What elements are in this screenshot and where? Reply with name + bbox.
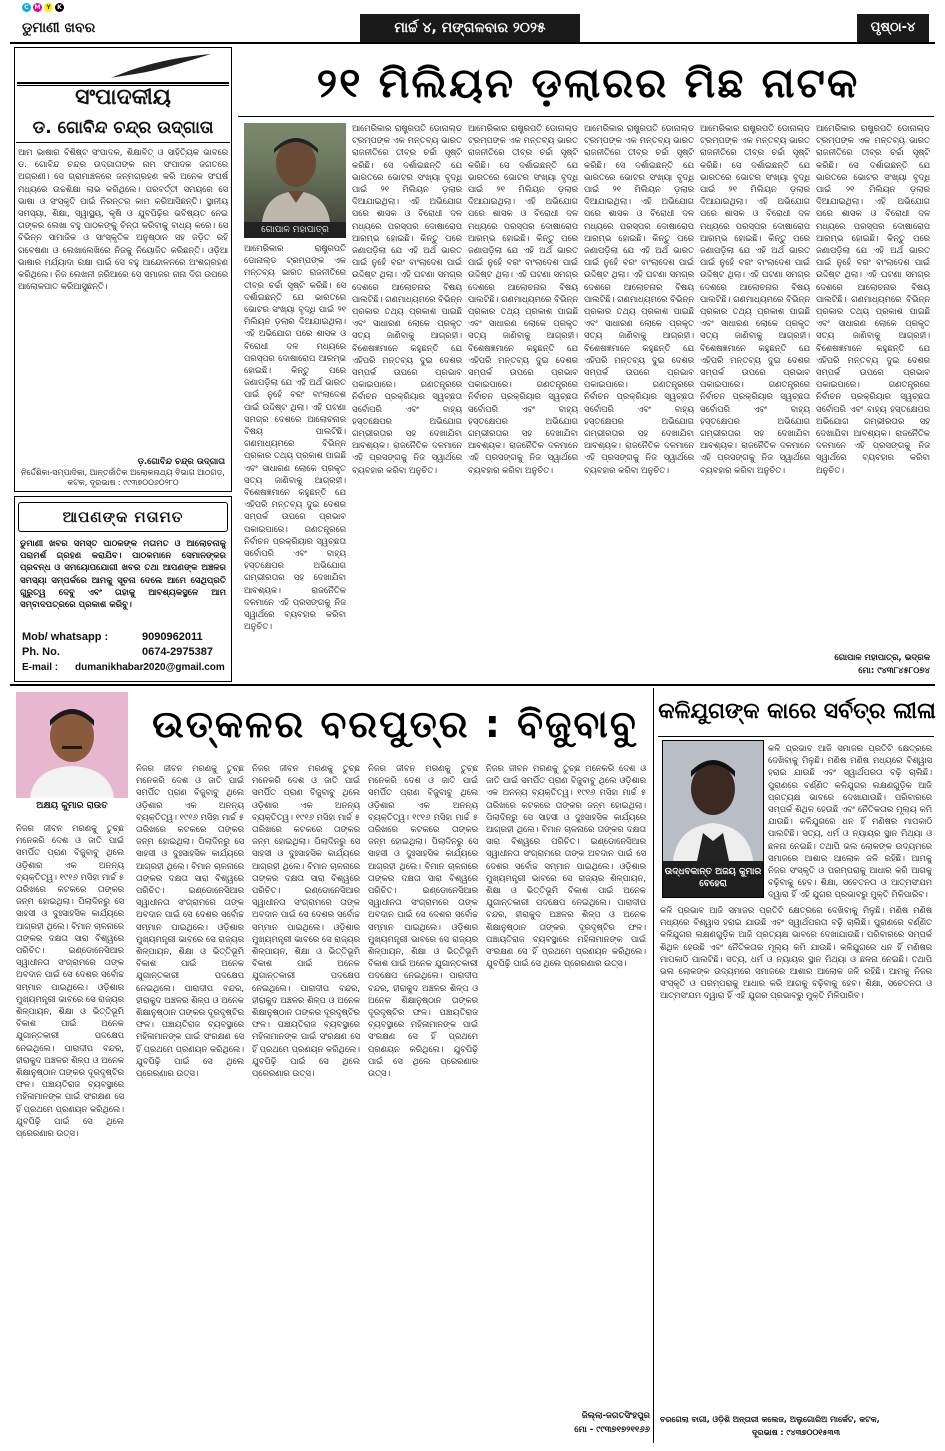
issue-date: ମାର୍ଚ୍ଚ ୪, ମଙ୍ଗଳବାର ୨୦୨୫ bbox=[360, 14, 580, 42]
article2-body-col2: ନିଜର ଜୀବନ ମରଣକୁ ତୁଚ୍ଛ ମନେକରି ଦେଶ ଓ ଜାତି ପାଇଁ ସମର୍ପିତ ପ୍ରାଣ ବିଜୁବାବୁ ଥିଲେ ଓଡ଼ିଶାର ଏକ ଅନନ୍ୟ ବ୍ୟକ୍ତିତ୍ୱ। ୧୯୧୬ ମସିହା ମାର୍ଚ୍ଚ ୫ ତାରିଖରେ କଟକରେ ତାଙ୍କର ଜନ୍ମ ହୋଇଥିଲା। ପିଲାଦିନରୁ ସେ ସାହସୀ ଓ ଦୁଃସାହସିକ କାର୍ଯ୍ୟରେ ଆଗ୍ରହୀ ଥିଲେ। ବିମାନ ଚାଳନାରେ ତାଙ୍କର ଦକ୍ଷତା ସାରା ବିଶ୍ୱରେ ପରିଚିତ। ଇଣ୍ଡୋନେସିଆର ସ୍ୱାଧୀନତା ସଂଗ୍ରାମରେ ତାଙ୍କ ଅବଦାନ ପାଇଁ ସେ ଦେଶର ସର୍ବୋଚ୍ଚ ସମ୍ମାନ ପାଇଥିଲେ। ଓଡ଼ିଶାର ମୁଖ୍ୟମନ୍ତ୍ରୀ ଭାବରେ ସେ ରାଜ୍ୟର ଶିଳ୍ପାୟନ, ଶିକ୍ଷା ଓ ଭିତ୍ତିଭୂମି ବିକାଶ ପାଇଁ ଅନେକ ଯୁଗାନ୍ତକାରୀ ପଦକ୍ଷେପ ନେଇଥିଲେ। ପାରାଦୀପ ବନ୍ଦର, ହୀରାକୁଦ ଅଞ୍ଚଳର ଶିଳ୍ପ ଓ ଅନେକ ଶିକ୍ଷାନୁଷ୍ଠାନ ତାଙ୍କର ଦୂରଦୃଷ୍ଟିର ଫଳ। ପଞ୍ଚାୟତିରାଜ ବ୍ୟବସ୍ଥାରେ ମହିଳାମାନଙ୍କ ପାଇଁ ସଂରକ୍ଷଣ ସେ ହିଁ ପ୍ରଥମେ ପ୍ରଣୟନ କରିଥିଲେ। ଯୁବପିଢ଼ି ପାଇଁ ସେ ଥିଲେ ପ୍ରେରଣାର ଉତ୍ସ। bbox=[136, 763, 244, 1079]
article1-photo bbox=[244, 123, 346, 238]
editorial-author: ଡ. ଗୋବିନ୍ଦ ଚନ୍ଦ୍ର ଉଦ୍ଗାତା bbox=[16, 118, 230, 143]
article1-headline: ୨୧ ମିଲିୟନ ଡ଼ଲାରର ମିଛ ନାଟକ bbox=[316, 59, 860, 107]
article2-photo bbox=[16, 692, 128, 814]
article1-body-col4: ଆମେରିକାର ରାଷ୍ଟ୍ରପତି ଡୋନାଲ୍ଡ ଟ୍ରମ୍ପଙ୍କ ଏକ ମନ୍ତବ୍ୟ ଭାରତ ରାଜନୀତିରେ ତୀବ୍ର ଚର୍ଚ୍ଚା ସୃଷ୍ଟି କରିଛି। ସେ ଦର୍ଶାଇଛନ୍ତି ଯେ ଭାରତରେ ଭୋଟର ସଂଖ୍ୟା ବୃଦ୍ଧି ପାଇଁ ୨୧ ମିଲିୟନ ଡ଼ଲାର ଦିଆଯାଇଥିଲା। ଏହି ଅଭିଯୋଗ ପରେ ଶାସକ ଓ ବିରୋଧୀ ଦଳ ମଧ୍ୟରେ ପରସ୍ପର ଦୋଷାରୋପ ଆରମ୍ଭ ହୋଇଛି। କିନ୍ତୁ ପରେ ଜଣାପଡ଼ିଲା ଯେ ଏହି ଅର୍ଥ ଭାରତ ପାଇଁ ନୁହେଁ ବରଂ ବାଂଲାଦେଶ ପାଇଁ ଉଦ୍ଦିଷ୍ଟ ଥିଲା। ଏହି ଘଟଣା ସମଗ୍ର ଦେଶରେ ଆଲୋଚନାର ବିଷୟ ପାଲଟିଛି। ଗଣମାଧ୍ୟମରେ ବିଭିନ୍ନ ପ୍ରକାର ତଥ୍ୟ ପ୍ରକାଶ ପାଇଛି ଏବଂ ସାଧାରଣ ଲୋକେ ପ୍ରକୃତ ସତ୍ୟ ଜାଣିବାକୁ ଆଗ୍ରହୀ। ବିଶେଷଜ୍ଞମାନେ କହୁଛନ୍ତି ଯେ ଏହିପରି ମନ୍ତବ୍ୟ ଦୁଇ ଦେଶର ସମ୍ପର୍କ ଉପରେ ପ୍ରଭାବ ପକାଇପାରେ। ଗଣତନ୍ତ୍ରରେ ନିର୍ବାଚନ ପ୍ରକ୍ରିୟାର ସ୍ୱଚ୍ଛତା ସର୍ବୋପରି ଏବଂ ବାହ୍ୟ ହସ୍ତକ୍ଷେପର ଅଭିଯୋଗ ଗମ୍ଭୀରତାର ସହ ଦେଖାଯିବା ଆବଶ୍ୟକ। ରାଜନୈତିକ ଦଳମାନେ ଏହି ପ୍ରସଙ୍ଗକୁ ନିଜ ସ୍ୱାର୍ଥରେ ବ୍ୟବହାର କରିବା ଅନୁଚିତ। bbox=[584, 123, 694, 475]
article1-top-rule bbox=[238, 116, 934, 117]
article2-photo-caption: ଅକ୍ଷୟ କୁମାର ରାଉତ bbox=[16, 798, 128, 814]
mob-label: Mob/ whatsapp : bbox=[22, 631, 109, 643]
email-label: E-mail : bbox=[22, 662, 59, 673]
article2-article3-divider bbox=[653, 688, 654, 1443]
article1-photo-caption: ଗୋପାଳ ମହାପାତ୍ର bbox=[244, 222, 346, 238]
phone-value[interactable]: 0674-2975387 bbox=[142, 646, 213, 658]
article1-signature-name: ଗୋପାଳ ମହାପାତ୍ର, ଭଦ୍ରକ bbox=[834, 653, 930, 663]
portrait-image bbox=[244, 123, 346, 222]
phone-label: Ph. No. bbox=[22, 646, 60, 658]
article1-body-col2: ଆମେରିକାର ରାଷ୍ଟ୍ରପତି ଡୋନାଲ୍ଡ ଟ୍ରମ୍ପଙ୍କ ଏକ ମନ୍ତବ୍ୟ ଭାରତ ରାଜନୀତିରେ ତୀବ୍ର ଚର୍ଚ୍ଚା ସୃଷ୍ଟି କରିଛି। ସେ ଦର୍ଶାଇଛନ୍ତି ଯେ ଭାରତରେ ଭୋଟର ସଂଖ୍ୟା ବୃଦ୍ଧି ପାଇଁ ୨୧ ମିଲିୟନ ଡ଼ଲାର ଦିଆଯାଇଥିଲା। ଏହି ଅଭିଯୋଗ ପରେ ଶାସକ ଓ ବିରୋଧୀ ଦଳ ମଧ୍ୟରେ ପରସ୍ପର ଦୋଷାରୋପ ଆରମ୍ଭ ହୋଇଛି। କିନ୍ତୁ ପରେ ଜଣାପଡ଼ିଲା ଯେ ଏହି ଅର୍ଥ ଭାରତ ପାଇଁ ନୁହେଁ ବରଂ ବାଂଲାଦେଶ ପାଇଁ ଉଦ୍ଦିଷ୍ଟ ଥିଲା। ଏହି ଘଟଣା ସମଗ୍ର ଦେଶରେ ଆଲୋଚନାର ବିଷୟ ପାଲଟିଛି। ଗଣମାଧ୍ୟମରେ ବିଭିନ୍ନ ପ୍ରକାର ତଥ୍ୟ ପ୍ରକାଶ ପାଇଛି ଏବଂ ସାଧାରଣ ଲୋକେ ପ୍ରକୃତ ସତ୍ୟ ଜାଣିବାକୁ ଆଗ୍ରହୀ। ବିଶେଷଜ୍ଞମାନେ କହୁଛନ୍ତି ଯେ ଏହିପରି ମନ୍ତବ୍ୟ ଦୁଇ ଦେଶର ସମ୍ପର୍କ ଉପରେ ପ୍ରଭାବ ପକାଇପାରେ। ଗଣତନ୍ତ୍ରରେ ନିର୍ବାଚନ ପ୍ରକ୍ରିୟାର ସ୍ୱଚ୍ଛତା ସର୍ବୋପରି ଏବଂ ବାହ୍ୟ ହସ୍ତକ୍ଷେପର ଅଭିଯୋଗ ଗମ୍ଭୀରତାର ସହ ଦେଖାଯିବା ଆବଶ୍ୟକ। ରାଜନୈତିକ ଦଳମାନେ ଏହି ପ୍ରସଙ୍ଗକୁ ନିଜ ସ୍ୱାର୍ଥରେ ବ୍ୟବହାର କରିବା ଅନୁଚିତ। bbox=[352, 123, 462, 475]
editorial-title: ସଂପାଦକୀୟ bbox=[75, 85, 171, 110]
article3-photo bbox=[662, 740, 764, 898]
article3-signature-line1: ବରଗେଲା ବାଗୀ, ଓଡ଼ିଶି ଅନ୍ତାରୀ କଲେଜ, ଅଲୁଗୋରିଅ ମାର୍କେଟ, କଟକ, bbox=[660, 1415, 880, 1424]
editorial-signature-name: ଡ଼.ଗୋବିନ୍ଦ ଚନ୍ଦ୍ର ଉଦ୍ଗାତା bbox=[137, 457, 225, 467]
page-number: ପୃଷ୍ଠା-୪ bbox=[857, 14, 929, 42]
article3-signature-phone: ଦୂରଭାଷ : ୯୪୩୭୦୦୧୫୩୩ bbox=[752, 1428, 840, 1437]
article3-headline: କଳିଯୁଗଙ୍କ କାରେ ସର୍ବତ୍ର ଲୀଳା bbox=[658, 699, 936, 724]
article3-body-main: କଳି ପ୍ରଭାବ ଆଜି ସମାଜର ପ୍ରତିଟି କ୍ଷେତ୍ରରେ ଦେଖିବାକୁ ମିଳୁଛି। ମଣିଷ ମଣିଷ ମଧ୍ୟରେ ବିଶ୍ୱାସ ହରାଇ ଯାଉଛି ଏବଂ ସ୍ୱାର୍ଥପରତା ବଢ଼ି ଚାଲିଛି। ପୁରାଣରେ ବର୍ଣ୍ଣିତ କଳିଯୁଗର ଲକ୍ଷଣଗୁଡ଼ିକ ଆଜି ପ୍ରତ୍ୟକ୍ଷ ଭାବରେ ଦେଖାଯାଉଛି। ପରିବାରରେ ସମ୍ପର୍କ ଶିଥିଳ ହେଉଛି ଏବଂ ନୈତିକତାର ମୂଲ୍ୟ କମି ଯାଉଛି। କଳିଯୁଗରେ ଧନ ହିଁ ମଣିଷର ମାପକାଠି ପାଲଟିଛି। ସତ୍ୟ, ଧର୍ମ ଓ ନ୍ୟାୟର ସ୍ଥାନ ମିଥ୍ୟା ଓ ଛଳନା ନେଇଛି। ତଥାପି ଭଲ ଲୋକଙ୍କ ଉଦ୍ୟମରେ ସମାଜରେ ଆଶାର ଆଲୋକ ଜଳି ରହିଛି। ଆମକୁ ନିଜର ସଂସ୍କୃତି ଓ ପରମ୍ପରାକୁ ଆଧାର କରି ଆଗକୁ ବଢ଼ିବାକୁ ହେବ। ଶିକ୍ଷା, ସଚେତନତା ଓ ଆତ୍ମସଂଯମ ଦ୍ୱାରା ହିଁ ଏହି ଯୁଗର ପ୍ରଭାବରୁ ମୁକ୍ତି ମିଳିପାରିବ। bbox=[660, 905, 932, 1001]
opinion-title-bar bbox=[18, 502, 228, 532]
article3-top-rule bbox=[658, 736, 934, 737]
newspaper-name: ଡୁମାଣୀ ଖବର bbox=[22, 20, 96, 36]
cmyk-m: M bbox=[34, 4, 41, 11]
opinion-body: ଡୁମାଣୀ ଖବର ସମସ୍ତ ପାଠକଙ୍କ ମତାମତ ଓ ଆଲୋଚନାକୁ ପରାମର୍ଶ ଗ୍ରହଣ କରାଯିବ। ପାଠକମାନେ ସେମାନଙ୍କର ପ୍ରବନ୍ଧ ଓ ସମୟୋପଯୋଗୀ ଖବର ତଥା ଆପଣଙ୍କ ଅଞ୍ଚଳର ସମସ୍ୟା ସମ୍ପର୍କରେ ଆମକୁ ସୂଚନା ଦେଲେ ଆମେ ସେଥିପ୍ରତି ଗୁରୁତ୍ୱ ଦେବୁ ଏବଂ ତାହାକୁ ଆବଶ୍ୟକସ୍ଥଳେ ଆମ ସମ୍ବାଦପତ୍ରରେ ପ୍ରକାଶ କରିବୁ। bbox=[20, 539, 226, 611]
opinion-title: ଆପଣଙ୍କ ମତାମତ bbox=[62, 508, 184, 526]
portrait-image bbox=[16, 692, 128, 798]
article3-photo-caption: ଉଦ୍ଧବକାନ୍ତ ଅଜୟ କୁମାର ବେହେରା bbox=[663, 861, 763, 897]
article1-body-col6: ଆମେରିକାର ରାଷ୍ଟ୍ରପତି ଡୋନାଲ୍ଡ ଟ୍ରମ୍ପଙ୍କ ଏକ ମନ୍ତବ୍ୟ ଭାରତ ରାଜନୀତିରେ ତୀବ୍ର ଚର୍ଚ୍ଚା ସୃଷ୍ଟି କରିଛି। ସେ ଦର୍ଶାଇଛନ୍ତି ଯେ ଭାରତରେ ଭୋଟର ସଂଖ୍ୟା ବୃଦ୍ଧି ପାଇଁ ୨୧ ମିଲିୟନ ଡ଼ଲାର ଦିଆଯାଇଥିଲା। ଏହି ଅଭିଯୋଗ ପରେ ଶାସକ ଓ ବିରୋଧୀ ଦଳ ମଧ୍ୟରେ ପରସ୍ପର ଦୋଷାରୋପ ଆରମ୍ଭ ହୋଇଛି। କିନ୍ତୁ ପରେ ଜଣାପଡ଼ିଲା ଯେ ଏହି ଅର୍ଥ ଭାରତ ପାଇଁ ନୁହେଁ ବରଂ ବାଂଲାଦେଶ ପାଇଁ ଉଦ୍ଦିଷ୍ଟ ଥିଲା। ଏହି ଘଟଣା ସମଗ୍ର ଦେଶରେ ଆଲୋଚନାର ବିଷୟ ପାଲଟିଛି। ଗଣମାଧ୍ୟମରେ ବିଭିନ୍ନ ପ୍ରକାର ତଥ୍ୟ ପ୍ରକାଶ ପାଇଛି ଏବଂ ସାଧାରଣ ଲୋକେ ପ୍ରକୃତ ସତ୍ୟ ଜାଣିବାକୁ ଆଗ୍ରହୀ। ବିଶେଷଜ୍ଞମାନେ କହୁଛନ୍ତି ଯେ ଏହିପରି ମନ୍ତବ୍ୟ ଦୁଇ ଦେଶର ସମ୍ପର୍କ ଉପରେ ପ୍ରଭାବ ପକାଇପାରେ। ଗଣତନ୍ତ୍ରରେ ନିର୍ବାଚନ ପ୍ରକ୍ରିୟାର ସ୍ୱଚ୍ଛତା ସର୍ବୋପରି ଏବଂ ବାହ୍ୟ ହସ୍ତକ୍ଷେପର ଅଭିଯୋଗ ଗମ୍ଭୀରତାର ସହ ଦେଖାଯିବା ଆବଶ୍ୟକ। ରାଜନୈତିକ ଦଳମାନେ ଏହି ପ୍ରସଙ୍ଗକୁ ନିଜ ସ୍ୱାର୍ଥରେ ବ୍ୟବହାର କରିବା ଅନୁଚିତ। bbox=[816, 123, 930, 475]
article2-body-col3: ନିଜର ଜୀବନ ମରଣକୁ ତୁଚ୍ଛ ମନେକରି ଦେଶ ଓ ଜାତି ପାଇଁ ସମର୍ପିତ ପ୍ରାଣ ବିଜୁବାବୁ ଥିଲେ ଓଡ଼ିଶାର ଏକ ଅନନ୍ୟ ବ୍ୟକ୍ତିତ୍ୱ। ୧୯୧୬ ମସିହା ମାର୍ଚ୍ଚ ୫ ତାରିଖରେ କଟକରେ ତାଙ୍କର ଜନ୍ମ ହୋଇଥିଲା। ପିଲାଦିନରୁ ସେ ସାହସୀ ଓ ଦୁଃସାହସିକ କାର୍ଯ୍ୟରେ ଆଗ୍ରହୀ ଥିଲେ। ବିମାନ ଚାଳନାରେ ତାଙ୍କର ଦକ୍ଷତା ସାରା ବିଶ୍ୱରେ ପରିଚିତ। ଇଣ୍ଡୋନେସିଆର ସ୍ୱାଧୀନତା ସଂଗ୍ରାମରେ ତାଙ୍କ ଅବଦାନ ପାଇଁ ସେ ଦେଶର ସର୍ବୋଚ୍ଚ ସମ୍ମାନ ପାଇଥିଲେ। ଓଡ଼ିଶାର ମୁଖ୍ୟମନ୍ତ୍ରୀ ଭାବରେ ସେ ରାଜ୍ୟର ଶିଳ୍ପାୟନ, ଶିକ୍ଷା ଓ ଭିତ୍ତିଭୂମି ବିକାଶ ପାଇଁ ଅନେକ ଯୁଗାନ୍ତକାରୀ ପଦକ୍ଷେପ ନେଇଥିଲେ। ପାରାଦୀପ ବନ୍ଦର, ହୀରାକୁଦ ଅଞ୍ଚଳର ଶିଳ୍ପ ଓ ଅନେକ ଶିକ୍ଷାନୁଷ୍ଠାନ ତାଙ୍କର ଦୂରଦୃଷ୍ଟିର ଫଳ। ପଞ୍ଚାୟତିରାଜ ବ୍ୟବସ୍ଥାରେ ମହିଳାମାନଙ୍କ ପାଇଁ ସଂରକ୍ଷଣ ସେ ହିଁ ପ୍ରଥମେ ପ୍ରଣୟନ କରିଥିଲେ। ଯୁବପିଢ଼ି ପାଇଁ ସେ ଥିଲେ ପ୍ରେରଣାର ଉତ୍ସ। bbox=[252, 763, 360, 1079]
article2-body-col5: ନିଜର ଜୀବନ ମରଣକୁ ତୁଚ୍ଛ ମନେକରି ଦେଶ ଓ ଜାତି ପାଇଁ ସମର୍ପିତ ପ୍ରାଣ ବିଜୁବାବୁ ଥିଲେ ଓଡ଼ିଶାର ଏକ ଅନନ୍ୟ ବ୍ୟକ୍ତିତ୍ୱ। ୧୯୧୬ ମସିହା ମାର୍ଚ୍ଚ ୫ ତାରିଖରେ କଟକରେ ତାଙ୍କର ଜନ୍ମ ହୋଇଥିଲା। ପିଲାଦିନରୁ ସେ ସାହସୀ ଓ ଦୁଃସାହସିକ କାର୍ଯ୍ୟରେ ଆଗ୍ରହୀ ଥିଲେ। ବିମାନ ଚାଳନାରେ ତାଙ୍କର ଦକ୍ଷତା ସାରା ବିଶ୍ୱରେ ପରିଚିତ। ଇଣ୍ଡୋନେସିଆର ସ୍ୱାଧୀନତା ସଂଗ୍ରାମରେ ତାଙ୍କ ଅବଦାନ ପାଇଁ ସେ ଦେଶର ସର୍ବୋଚ୍ଚ ସମ୍ମାନ ପାଇଥିଲେ। ଓଡ଼ିଶାର ମୁଖ୍ୟମନ୍ତ୍ରୀ ଭାବରେ ସେ ରାଜ୍ୟର ଶିଳ୍ପାୟନ, ଶିକ୍ଷା ଓ ଭିତ୍ତିଭୂମି ବିକାଶ ପାଇଁ ଅନେକ ଯୁଗାନ୍ତକାରୀ ପଦକ୍ଷେପ ନେଇଥିଲେ। ପାରାଦୀପ ବନ୍ଦର, ହୀରାକୁଦ ଅଞ୍ଚଳର ଶିଳ୍ପ ଓ ଅନେକ ଶିକ୍ଷାନୁଷ୍ଠାନ ତାଙ୍କର ଦୂରଦୃଷ୍ଟିର ଫଳ। ପଞ୍ଚାୟତିରାଜ ବ୍ୟବସ୍ଥାରେ ମହିଳାମାନଙ୍କ ପାଇଁ ସଂରକ୍ଷଣ ସେ ହିଁ ପ୍ରଥମେ ପ୍ରଣୟନ କରିଥିଲେ। ଯୁବପିଢ଼ି ପାଇଁ ସେ ଥିଲେ ପ୍ରେରଣାର ଉତ୍ସ। bbox=[486, 763, 646, 969]
email-value[interactable]: dumanikhabar2020@gmail.com bbox=[75, 662, 225, 673]
article3-body-col1: କଳି ପ୍ରଭାବ ଆଜି ସମାଜର ପ୍ରତିଟି କ୍ଷେତ୍ରରେ ଦେଖିବାକୁ ମିଳୁଛି। ମଣିଷ ମଣିଷ ମଧ୍ୟରେ ବିଶ୍ୱାସ ହରାଇ ଯାଉଛି ଏବଂ ସ୍ୱାର୍ଥପରତା ବଢ଼ି ଚାଲିଛି। ପୁରାଣରେ ବର୍ଣ୍ଣିତ କଳିଯୁଗର ଲକ୍ଷଣଗୁଡ଼ିକ ଆଜି ପ୍ରତ୍ୟକ୍ଷ ଭାବରେ ଦେଖାଯାଉଛି। ପରିବାରରେ ସମ୍ପର୍କ ଶିଥିଳ ହେଉଛି ଏବଂ ନୈତିକତାର ମୂଲ୍ୟ କମି ଯାଉଛି। କଳିଯୁଗରେ ଧନ ହିଁ ମଣିଷର ମାପକାଠି ପାଲଟିଛି। ସତ୍ୟ, ଧର୍ମ ଓ ନ୍ୟାୟର ସ୍ଥାନ ମିଥ୍ୟା ଓ ଛଳନା ନେଇଛି। ତଥାପି ଭଲ ଲୋକଙ୍କ ଉଦ୍ୟମରେ ସମାଜରେ ଆଶାର ଆଲୋକ ଜଳି ରହିଛି। ଆମକୁ ନିଜର ସଂସ୍କୃତି ଓ ପରମ୍ପରାକୁ ଆଧାର କରି ଆଗକୁ ବଢ଼ିବାକୁ ହେବ। ଶିକ୍ଷା, ସଚେତନତା ଓ ଆତ୍ମସଂଯମ ଦ୍ୱାରା ହିଁ ଏହି ଯୁଗର ପ୍ରଭାବରୁ ମୁକ୍ତି ମିଳିପାରିବ। bbox=[768, 743, 932, 900]
page-header bbox=[10, 14, 935, 44]
mob-value[interactable]: 9090962011 bbox=[142, 631, 203, 643]
portrait-image bbox=[663, 741, 763, 861]
article2-signature-place: ଜିଲ୍ଲା-ଜଗତସିଂହପୁର bbox=[581, 1411, 650, 1421]
cmyk-c: C bbox=[22, 3, 31, 12]
article1-signature-phone: ମୋ: ୯୪୩୮୪୫୮୦୭୪ bbox=[858, 666, 930, 676]
article1-body-col1: ଆମେରିକାର ରାଷ୍ଟ୍ରପତି ଡୋନାଲ୍ଡ ଟ୍ରମ୍ପଙ୍କ ଏକ ମନ୍ତବ୍ୟ ଭାରତ ରାଜନୀତିରେ ତୀବ୍ର ଚର୍ଚ୍ଚା ସୃଷ୍ଟି କରିଛି। ସେ ଦର୍ଶାଇଛନ୍ତି ଯେ ଭାରତରେ ଭୋଟର ସଂଖ୍ୟା ବୃଦ୍ଧି ପାଇଁ ୨୧ ମିଲିୟନ ଡ଼ଲାର ଦିଆଯାଇଥିଲା। ଏହି ଅଭିଯୋଗ ପରେ ଶାସକ ଓ ବିରୋଧୀ ଦଳ ମଧ୍ୟରେ ପରସ୍ପର ଦୋଷାରୋପ ଆରମ୍ଭ ହୋଇଛି। କିନ୍ତୁ ପରେ ଜଣାପଡ଼ିଲା ଯେ ଏହି ଅର୍ଥ ଭାରତ ପାଇଁ ନୁହେଁ ବରଂ ବାଂଲାଦେଶ ପାଇଁ ଉଦ୍ଦିଷ୍ଟ ଥିଲା। ଏହି ଘଟଣା ସମଗ୍ର ଦେଶରେ ଆଲୋଚନାର ବିଷୟ ପାଲଟିଛି। ଗଣମାଧ୍ୟମରେ ବିଭିନ୍ନ ପ୍ରକାର ତଥ୍ୟ ପ୍ରକାଶ ପାଇଛି ଏବଂ ସାଧାରଣ ଲୋକେ ପ୍ରକୃତ ସତ୍ୟ ଜାଣିବାକୁ ଆଗ୍ରହୀ। ବିଶେଷଜ୍ଞମାନେ କହୁଛନ୍ତି ଯେ ଏହିପରି ମନ୍ତବ୍ୟ ଦୁଇ ଦେଶର ସମ୍ପର୍କ ଉପରେ ପ୍ରଭାବ ପକାଇପାରେ। ଗଣତନ୍ତ୍ରରେ ନିର୍ବାଚନ ପ୍ରକ୍ରିୟାର ସ୍ୱଚ୍ଛତା ସର୍ବୋପରି ଏବଂ ବାହ୍ୟ ହସ୍ତକ୍ଷେପର ଅଭିଯୋଗ ଗମ୍ଭୀରତାର ସହ ଦେଖାଯିବା ଆବଶ୍ୟକ। ରାଜନୈତିକ ଦଳମାନେ ଏହି ପ୍ରସଙ୍ଗକୁ ନିଜ ସ୍ୱାର୍ଥରେ ବ୍ୟବହାର କରିବା ଅନୁଚିତ। bbox=[244, 243, 346, 632]
article1-body-col5: ଆମେରିକାର ରାଷ୍ଟ୍ରପତି ଡୋନାଲ୍ଡ ଟ୍ରମ୍ପଙ୍କ ଏକ ମନ୍ତବ୍ୟ ଭାରତ ରାଜନୀତିରେ ତୀବ୍ର ଚର୍ଚ୍ଚା ସୃଷ୍ଟି କରିଛି। ସେ ଦର୍ଶାଇଛନ୍ତି ଯେ ଭାରତରେ ଭୋଟର ସଂଖ୍ୟା ବୃଦ୍ଧି ପାଇଁ ୨୧ ମିଲିୟନ ଡ଼ଲାର ଦିଆଯାଇଥିଲା। ଏହି ଅଭିଯୋଗ ପରେ ଶାସକ ଓ ବିରୋଧୀ ଦଳ ମଧ୍ୟରେ ପରସ୍ପର ଦୋଷାରୋପ ଆରମ୍ଭ ହୋଇଛି। କିନ୍ତୁ ପରେ ଜଣାପଡ଼ିଲା ଯେ ଏହି ଅର୍ଥ ଭାରତ ପାଇଁ ନୁହେଁ ବରଂ ବାଂଲାଦେଶ ପାଇଁ ଉଦ୍ଦିଷ୍ଟ ଥିଲା। ଏହି ଘଟଣା ସମଗ୍ର ଦେଶରେ ଆଲୋଚନାର ବିଷୟ ପାଲଟିଛି। ଗଣମାଧ୍ୟମରେ ବିଭିନ୍ନ ପ୍ରକାର ତଥ୍ୟ ପ୍ରକାଶ ପାଇଛି ଏବଂ ସାଧାରଣ ଲୋକେ ପ୍ରକୃତ ସତ୍ୟ ଜାଣିବାକୁ ଆଗ୍ରହୀ। ବିଶେଷଜ୍ଞମାନେ କହୁଛନ୍ତି ଯେ ଏହିପରି ମନ୍ତବ୍ୟ ଦୁଇ ଦେଶର ସମ୍ପର୍କ ଉପରେ ପ୍ରଭାବ ପକାଇପାରେ। ଗଣତନ୍ତ୍ରରେ ନିର୍ବାଚନ ପ୍ରକ୍ରିୟାର ସ୍ୱଚ୍ଛତା ସର୍ବୋପରି ଏବଂ ବାହ୍ୟ ହସ୍ତକ୍ଷେପର ଅଭିଯୋଗ ଗମ୍ଭୀରତାର ସହ ଦେଖାଯିବା ଆବଶ୍ୟକ। ରାଜନୈତିକ ଦଳମାନେ ଏହି ପ୍ରସଙ୍ଗକୁ ନିଜ ସ୍ୱାର୍ଥରେ ବ୍ୟବହାର କରିବା ଅନୁଚିତ। bbox=[700, 123, 810, 475]
cmyk-y: Y bbox=[44, 3, 53, 12]
article2-headline: ଉତ୍କଳର ବରପୁତ୍ର : ବିଜୁବାବୁ bbox=[152, 702, 638, 746]
editorial-body: ଆମ ଭାଷାର ବିଶିଷ୍ଟ ସଂପାଦକ, ଶିକ୍ଷାବିତ୍ ଓ ସାହିତ୍ୟିକ ଭାବରେ ଡ. ଗୋବିନ୍ଦ ଚନ୍ଦ୍ର ଉଦ୍ଗାତାଙ୍କ ନାମ ସଂପାଦକ ଜଗତରେ ଅଗ୍ରଣୀ। ସେ ଗ୍ରାମାଞ୍ଚଳରେ ଜନ୍ମଗ୍ରହଣ କରି ଅନେକ ସଂଘର୍ଷ ମଧ୍ୟରେ ଉଚ୍ଚଶିକ୍ଷା ଲାଭ କରିଥିଲେ। ପରବର୍ତ୍ତୀ ସମୟରେ ସେ ଭାଷା ଓ ସଂସ୍କୃତି ପାଇଁ ନିରନ୍ତର କାମ କରିଆସିଛନ୍ତି। ସ୍ଥାନୀୟ ସମସ୍ୟା, ଶିକ୍ଷା, ସ୍ୱାସ୍ଥ୍ୟ, କୃଷି ଓ ଯୁବପିଢ଼ିର ଭବିଷ୍ୟତ ନେଇ ତାଙ୍କର ଲେଖା ବହୁ ପାଠକଙ୍କୁ ଚିନ୍ତା କରିବାକୁ ବାଧ୍ୟ କରେ। ସେ ବିଭିନ୍ନ ସାମାଜିକ ଓ ସାଂସ୍କୃତିକ ଅନୁଷ୍ଠାନ ସହ ଜଡ଼ିତ ରହି ଗବେଷଣା ଓ ଲେଖାଲେଖିରେ ନିଜକୁ ନିୟୋଜିତ କରିଛନ୍ତି। ଓଡ଼ିଆ ଭାଷାର ମର୍ଯ୍ୟାଦା ରକ୍ଷା ପାଇଁ ସେ ବହୁ ଆନ୍ଦୋଳନରେ ଅଂଶଗ୍ରହଣ କରିଥିଲେ। ନିଜ ଲେଖନୀ ଜରିଆରେ ସେ ସମାଜର ନାନା ଦିଗ ଉପରେ ଆଲୋକପାତ କରିଆସୁଛନ୍ତି। bbox=[18, 147, 228, 292]
article2-signature-phone: ମୋ - ୯୯୩୭୧୭୨୧୧୬୬ bbox=[574, 1425, 650, 1435]
cmyk-marks bbox=[22, 3, 64, 12]
section-divider bbox=[10, 684, 935, 686]
article2-body-col4: ନିଜର ଜୀବନ ମରଣକୁ ତୁଚ୍ଛ ମନେକରି ଦେଶ ଓ ଜାତି ପାଇଁ ସମର୍ପିତ ପ୍ରାଣ ବିଜୁବାବୁ ଥିଲେ ଓଡ଼ିଶାର ଏକ ଅନନ୍ୟ ବ୍ୟକ୍ତିତ୍ୱ। ୧୯୧୬ ମସିହା ମାର୍ଚ୍ଚ ୫ ତାରିଖରେ କଟକରେ ତାଙ୍କର ଜନ୍ମ ହୋଇଥିଲା। ପିଲାଦିନରୁ ସେ ସାହସୀ ଓ ଦୁଃସାହସିକ କାର୍ଯ୍ୟରେ ଆଗ୍ରହୀ ଥିଲେ। ବିମାନ ଚାଳନାରେ ତାଙ୍କର ଦକ୍ଷତା ସାରା ବିଶ୍ୱରେ ପରିଚିତ। ଇଣ୍ଡୋନେସିଆର ସ୍ୱାଧୀନତା ସଂଗ୍ରାମରେ ତାଙ୍କ ଅବଦାନ ପାଇଁ ସେ ଦେଶର ସର୍ବୋଚ୍ଚ ସମ୍ମାନ ପାଇଥିଲେ। ଓଡ଼ିଶାର ମୁଖ୍ୟମନ୍ତ୍ରୀ ଭାବରେ ସେ ରାଜ୍ୟର ଶିଳ୍ପାୟନ, ଶିକ୍ଷା ଓ ଭିତ୍ତିଭୂମି ବିକାଶ ପାଇଁ ଅନେକ ଯୁଗାନ୍ତକାରୀ ପଦକ୍ଷେପ ନେଇଥିଲେ। ପାରାଦୀପ ବନ୍ଦର, ହୀରାକୁଦ ଅଞ୍ଚଳର ଶିଳ୍ପ ଓ ଅନେକ ଶିକ୍ଷାନୁଷ୍ଠାନ ତାଙ୍କର ଦୂରଦୃଷ୍ଟିର ଫଳ। ପଞ୍ଚାୟତିରାଜ ବ୍ୟବସ୍ଥାରେ ମହିଳାମାନଙ୍କ ପାଇଁ ସଂରକ୍ଷଣ ସେ ହିଁ ପ୍ରଥମେ ପ୍ରଣୟନ କରିଥିଲେ। ଯୁବପିଢ଼ି ପାଇଁ ସେ ଥିଲେ ପ୍ରେରଣାର ଉତ୍ସ। bbox=[368, 763, 478, 1079]
quill-pen-icon bbox=[105, 52, 215, 80]
article2-body-col1: ନିଜର ଜୀବନ ମରଣକୁ ତୁଚ୍ଛ ମନେକରି ଦେଶ ଓ ଜାତି ପାଇଁ ସମର୍ପିତ ପ୍ରାଣ ବିଜୁବାବୁ ଥିଲେ ଓଡ଼ିଶାର ଏକ ଅନନ୍ୟ ବ୍ୟକ୍ତିତ୍ୱ। ୧୯୧୬ ମସିହା ମାର୍ଚ୍ଚ ୫ ତାରିଖରେ କଟକରେ ତାଙ୍କର ଜନ୍ମ ହୋଇଥିଲା। ପିଲାଦିନରୁ ସେ ସାହସୀ ଓ ଦୁଃସାହସିକ କାର୍ଯ୍ୟରେ ଆଗ୍ରହୀ ଥିଲେ। ବିମାନ ଚାଳନାରେ ତାଙ୍କର ଦକ୍ଷତା ସାରା ବିଶ୍ୱରେ ପରିଚିତ। ଇଣ୍ଡୋନେସିଆର ସ୍ୱାଧୀନତା ସଂଗ୍ରାମରେ ତାଙ୍କ ଅବଦାନ ପାଇଁ ସେ ଦେଶର ସର୍ବୋଚ୍ଚ ସମ୍ମାନ ପାଇଥିଲେ। ଓଡ଼ିଶାର ମୁଖ୍ୟମନ୍ତ୍ରୀ ଭାବରେ ସେ ରାଜ୍ୟର ଶିଳ୍ପାୟନ, ଶିକ୍ଷା ଓ ଭିତ୍ତିଭୂମି ବିକାଶ ପାଇଁ ଅନେକ ଯୁଗାନ୍ତକାରୀ ପଦକ୍ଷେପ ନେଇଥିଲେ। ପାରାଦୀପ ବନ୍ଦର, ହୀରାକୁଦ ଅଞ୍ଚଳର ଶିଳ୍ପ ଓ ଅନେକ ଶିକ୍ଷାନୁଷ୍ଠାନ ତାଙ୍କର ଦୂରଦୃଷ୍ଟିର ଫଳ। ପଞ୍ଚାୟତିରାଜ ବ୍ୟବସ୍ଥାରେ ମହିଳାମାନଙ୍କ ପାଇଁ ସଂରକ୍ଷଣ ସେ ହିଁ ପ୍ରଥମେ ପ୍ରଣୟନ କରିଥିଲେ। ଯୁବପିଢ଼ି ପାଇଁ ସେ ଥିଲେ ପ୍ରେରଣାର ଉତ୍ସ। bbox=[16, 823, 124, 1139]
editorial-signature-detail: ନିର୍ଦ୍ଦେଶିକା-ସମ୍ପାଦିକା, ଆନ୍ତର୍ଜାତିକ ଅଲୋକନାଥ୍ୟ ବିଭାଗ ଆଠଗଡ଼, କଟକ, ଦୂରଭାଷ : ୯୯୩୭୦୦୬୦୨୮୦ bbox=[21, 468, 225, 487]
cmyk-k: K bbox=[55, 3, 64, 12]
article1-body-col3: ଆମେରିକାର ରାଷ୍ଟ୍ରପତି ଡୋନାଲ୍ଡ ଟ୍ରମ୍ପଙ୍କ ଏକ ମନ୍ତବ୍ୟ ଭାରତ ରାଜନୀତିରେ ତୀବ୍ର ଚର୍ଚ୍ଚା ସୃଷ୍ଟି କରିଛି। ସେ ଦର୍ଶାଇଛନ୍ତି ଯେ ଭାରତରେ ଭୋଟର ସଂଖ୍ୟା ବୃଦ୍ଧି ପାଇଁ ୨୧ ମିଲିୟନ ଡ଼ଲାର ଦିଆଯାଇଥିଲା। ଏହି ଅଭିଯୋଗ ପରେ ଶାସକ ଓ ବିରୋଧୀ ଦଳ ମଧ୍ୟରେ ପରସ୍ପର ଦୋଷାରୋପ ଆରମ୍ଭ ହୋଇଛି। କିନ୍ତୁ ପରେ ଜଣାପଡ଼ିଲା ଯେ ଏହି ଅର୍ଥ ଭାରତ ପାଇଁ ନୁହେଁ ବରଂ ବାଂଲାଦେଶ ପାଇଁ ଉଦ୍ଦିଷ୍ଟ ଥିଲା। ଏହି ଘଟଣା ସମଗ୍ର ଦେଶରେ ଆଲୋଚନାର ବିଷୟ ପାଲଟିଛି। ଗଣମାଧ୍ୟମରେ ବିଭିନ୍ନ ପ୍ରକାର ତଥ୍ୟ ପ୍ରକାଶ ପାଇଛି ଏବଂ ସାଧାରଣ ଲୋକେ ପ୍ରକୃତ ସତ୍ୟ ଜାଣିବାକୁ ଆଗ୍ରହୀ। ବିଶେଷଜ୍ଞମାନେ କହୁଛନ୍ତି ଯେ ଏହିପରି ମନ୍ତବ୍ୟ ଦୁଇ ଦେଶର ସମ୍ପର୍କ ଉପରେ ପ୍ରଭାବ ପକାଇପାରେ। ଗଣତନ୍ତ୍ରରେ ନିର୍ବାଚନ ପ୍ରକ୍ରିୟାର ସ୍ୱଚ୍ଛତା ସର୍ବୋପରି ଏବଂ ବାହ୍ୟ ହସ୍ତକ୍ଷେପର ଅଭିଯୋଗ ଗମ୍ଭୀରତାର ସହ ଦେଖାଯିବା ଆବଶ୍ୟକ। ରାଜନୈତିକ ଦଳମାନେ ଏହି ପ୍ରସଙ୍ଗକୁ ନିଜ ସ୍ୱାର୍ଥରେ ବ୍ୟବହାର କରିବା ଅନୁଚିତ। bbox=[468, 123, 578, 475]
